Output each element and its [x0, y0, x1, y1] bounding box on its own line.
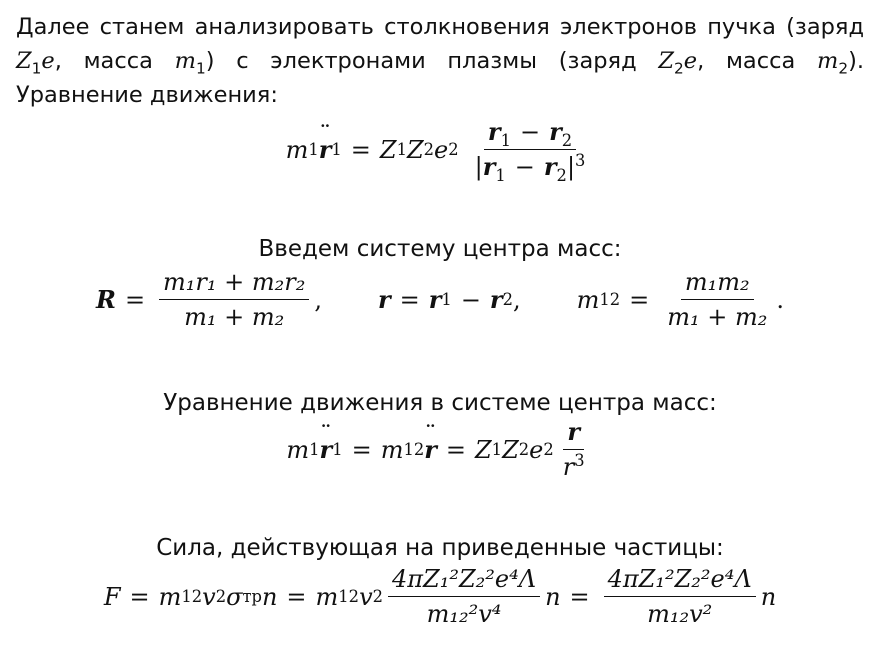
mass1-sub: 1	[195, 59, 206, 78]
eq2-R-numerator: m₁r₁ + m₂r₂	[159, 268, 309, 300]
eq1-Z2: Z	[406, 135, 424, 164]
eq3-e: e	[529, 435, 544, 464]
eq1-abs-close: |	[566, 153, 576, 181]
eq4-equals-3: =	[569, 582, 590, 611]
eq1-numerator	[484, 118, 576, 150]
heading-equation-cm: Уравнение движения в системе центра масс:	[163, 390, 717, 416]
eq3-den-sup: 3	[574, 451, 585, 470]
charge1-symbol: Z	[16, 48, 32, 74]
eq4-fraction-1	[388, 565, 540, 628]
eq3-r-ddot: ¨ r	[424, 435, 437, 464]
eq2-R-denominator: m₁ + m₂	[184, 303, 285, 331]
eq4-n-c: n	[760, 582, 777, 611]
eq4-n-b: n	[545, 582, 561, 611]
eq4-fraction-2	[604, 565, 756, 628]
eq4-m12-a: m	[158, 582, 182, 611]
eq1-num-r2-sub: 2	[561, 130, 573, 150]
intro-open: (заряд	[786, 14, 864, 40]
eq4-frac1-numerator: 4πZ₁²Z₂²e⁴Λ	[388, 565, 540, 597]
eq3-fraction	[559, 418, 589, 481]
eq4-frac2-numerator: 4πZ₁²Z₂²e⁴Λ	[604, 565, 756, 597]
eq4-sigma: σ	[226, 582, 243, 611]
equation-force: F = m 12 v 2 σ тр n = m 12 v 2 $\frac{\text{4πZ₁²Z₂²e⁴Λ}}{\text{m₁₂²v⁴}}$ n = $\frac{\text{4πZ₁²Z₂²e⁴Λ}}{\text{m₁₂v²}}$ n	[103, 565, 777, 628]
eq2-r: r	[378, 285, 391, 314]
eq2-m12-fraction	[663, 268, 771, 331]
eq3-numerator: r	[563, 418, 584, 450]
eq1-Z1: Z	[379, 135, 397, 164]
eq1-den-r2: r	[543, 152, 557, 181]
eq3-equals-2: =	[445, 435, 466, 464]
charge2-sub: 2	[674, 59, 684, 78]
eq2-equals-3: =	[629, 285, 650, 314]
eq1-den-r1-sub: 1	[495, 165, 506, 185]
charge1-e: e	[41, 48, 55, 74]
eq2-comma-2: ,	[512, 285, 521, 314]
eq4-frac1-denominator: m₁₂²v⁴	[426, 600, 502, 628]
eq3-m1: m	[286, 435, 310, 464]
eq1-den-minus: −	[514, 153, 535, 181]
intro-line1: Далее станем анализировать столкновения электронов пучка	[16, 14, 776, 40]
equation-motion: m 1 ¨ r 1 = Z 1 Z 2 e 2 $\frac{r_1 - r_2}{|r_1 - r_2|^3}$	[0, 118, 880, 181]
eq1-r-ddot: ¨ r	[319, 135, 332, 164]
eq1-fraction	[471, 117, 590, 185]
eq4-frac2-denominator: m₁₂v²	[647, 600, 713, 628]
intro-paragraph	[16, 10, 864, 112]
eq3-equals-1: =	[351, 435, 372, 464]
mass2-label: , масса	[697, 48, 796, 74]
eq4-equals-1: =	[129, 582, 150, 611]
eq2-equals-2: =	[399, 285, 420, 314]
eq3-denominator	[559, 450, 589, 481]
equation-center-of-mass: R = $\frac{\text{m₁r₁ + m₂r₂}}{\text{m₁ + m₂}}$ , r = r 1 − r 2 , m 12 = $\frac{\text{m₁m₂}}{\text{m₁ + m₂}}$ .	[95, 268, 785, 331]
eq1-e: e	[434, 135, 449, 164]
eq4-v-b: v	[359, 582, 373, 611]
eq1-den-r1: r	[482, 152, 496, 181]
intro-mid: ) с электронами плазмы (заряд	[205, 48, 659, 74]
charge2-e: e	[683, 48, 698, 74]
eq2-m12-numerator: m₁m₂	[681, 268, 754, 300]
eq2-equals-1: =	[124, 285, 146, 314]
eq2-comma-1: ,	[314, 285, 322, 314]
eq2-r1: r	[428, 285, 442, 314]
heading-center-of-mass: Введем систему центра масс:	[258, 236, 622, 262]
mass1-label: , масса	[54, 48, 175, 74]
charge2-symbol: Z	[658, 48, 675, 74]
eq3-m12: m	[380, 435, 404, 464]
eq2-minus: −	[460, 285, 481, 314]
eq1-den-r2-sub: 2	[556, 165, 567, 185]
eq3-r1-ddot: ¨ r	[320, 435, 333, 464]
mass1-symbol: m	[174, 48, 196, 74]
eq2-m12-denominator: m₁ + m₂	[667, 303, 768, 331]
eq2-r2: r	[489, 285, 503, 314]
eq1-num-r1-sub: 1	[500, 130, 511, 150]
eq1-denominator	[471, 150, 590, 185]
eq4-equals-2: =	[286, 582, 307, 611]
charge1-sub: 1	[31, 59, 42, 78]
eq3-Z1: Z	[474, 435, 492, 464]
eq1-abs-open: |	[474, 153, 483, 181]
eq1-den-sup: 3	[575, 151, 586, 170]
eq4-m12-b: m	[315, 582, 339, 611]
equation-motion-cm: m 1 ¨ r 1 = m 12 ¨ r = Z 1 Z 2 e 2 $\frac{r}{r^3}$	[0, 418, 880, 481]
eq3-Z2: Z	[502, 435, 519, 464]
eq1-num-r2: r	[549, 117, 562, 146]
eq2-R: R	[95, 285, 116, 314]
eq2-period: .	[776, 285, 785, 314]
mass2-symbol: m	[816, 48, 839, 74]
eq4-F: F	[103, 582, 121, 611]
eq1-m: m	[285, 135, 309, 164]
mass2-sub: 2	[838, 59, 849, 78]
intro-end: ). Уравнение движения:	[16, 48, 864, 108]
eq4-n-a: n	[261, 582, 278, 611]
eq1-num-minus: −	[519, 118, 541, 146]
eq4-v-a: v	[202, 582, 216, 611]
eq2-R-fraction	[159, 268, 309, 331]
eq3-den-r: r	[562, 453, 575, 481]
eq2-m12: m	[576, 285, 600, 314]
heading-force: Сила, действующая на приведенные частицы:	[156, 535, 724, 561]
eq1-num-r1: r	[487, 117, 501, 146]
eq1-equals: =	[350, 135, 371, 164]
